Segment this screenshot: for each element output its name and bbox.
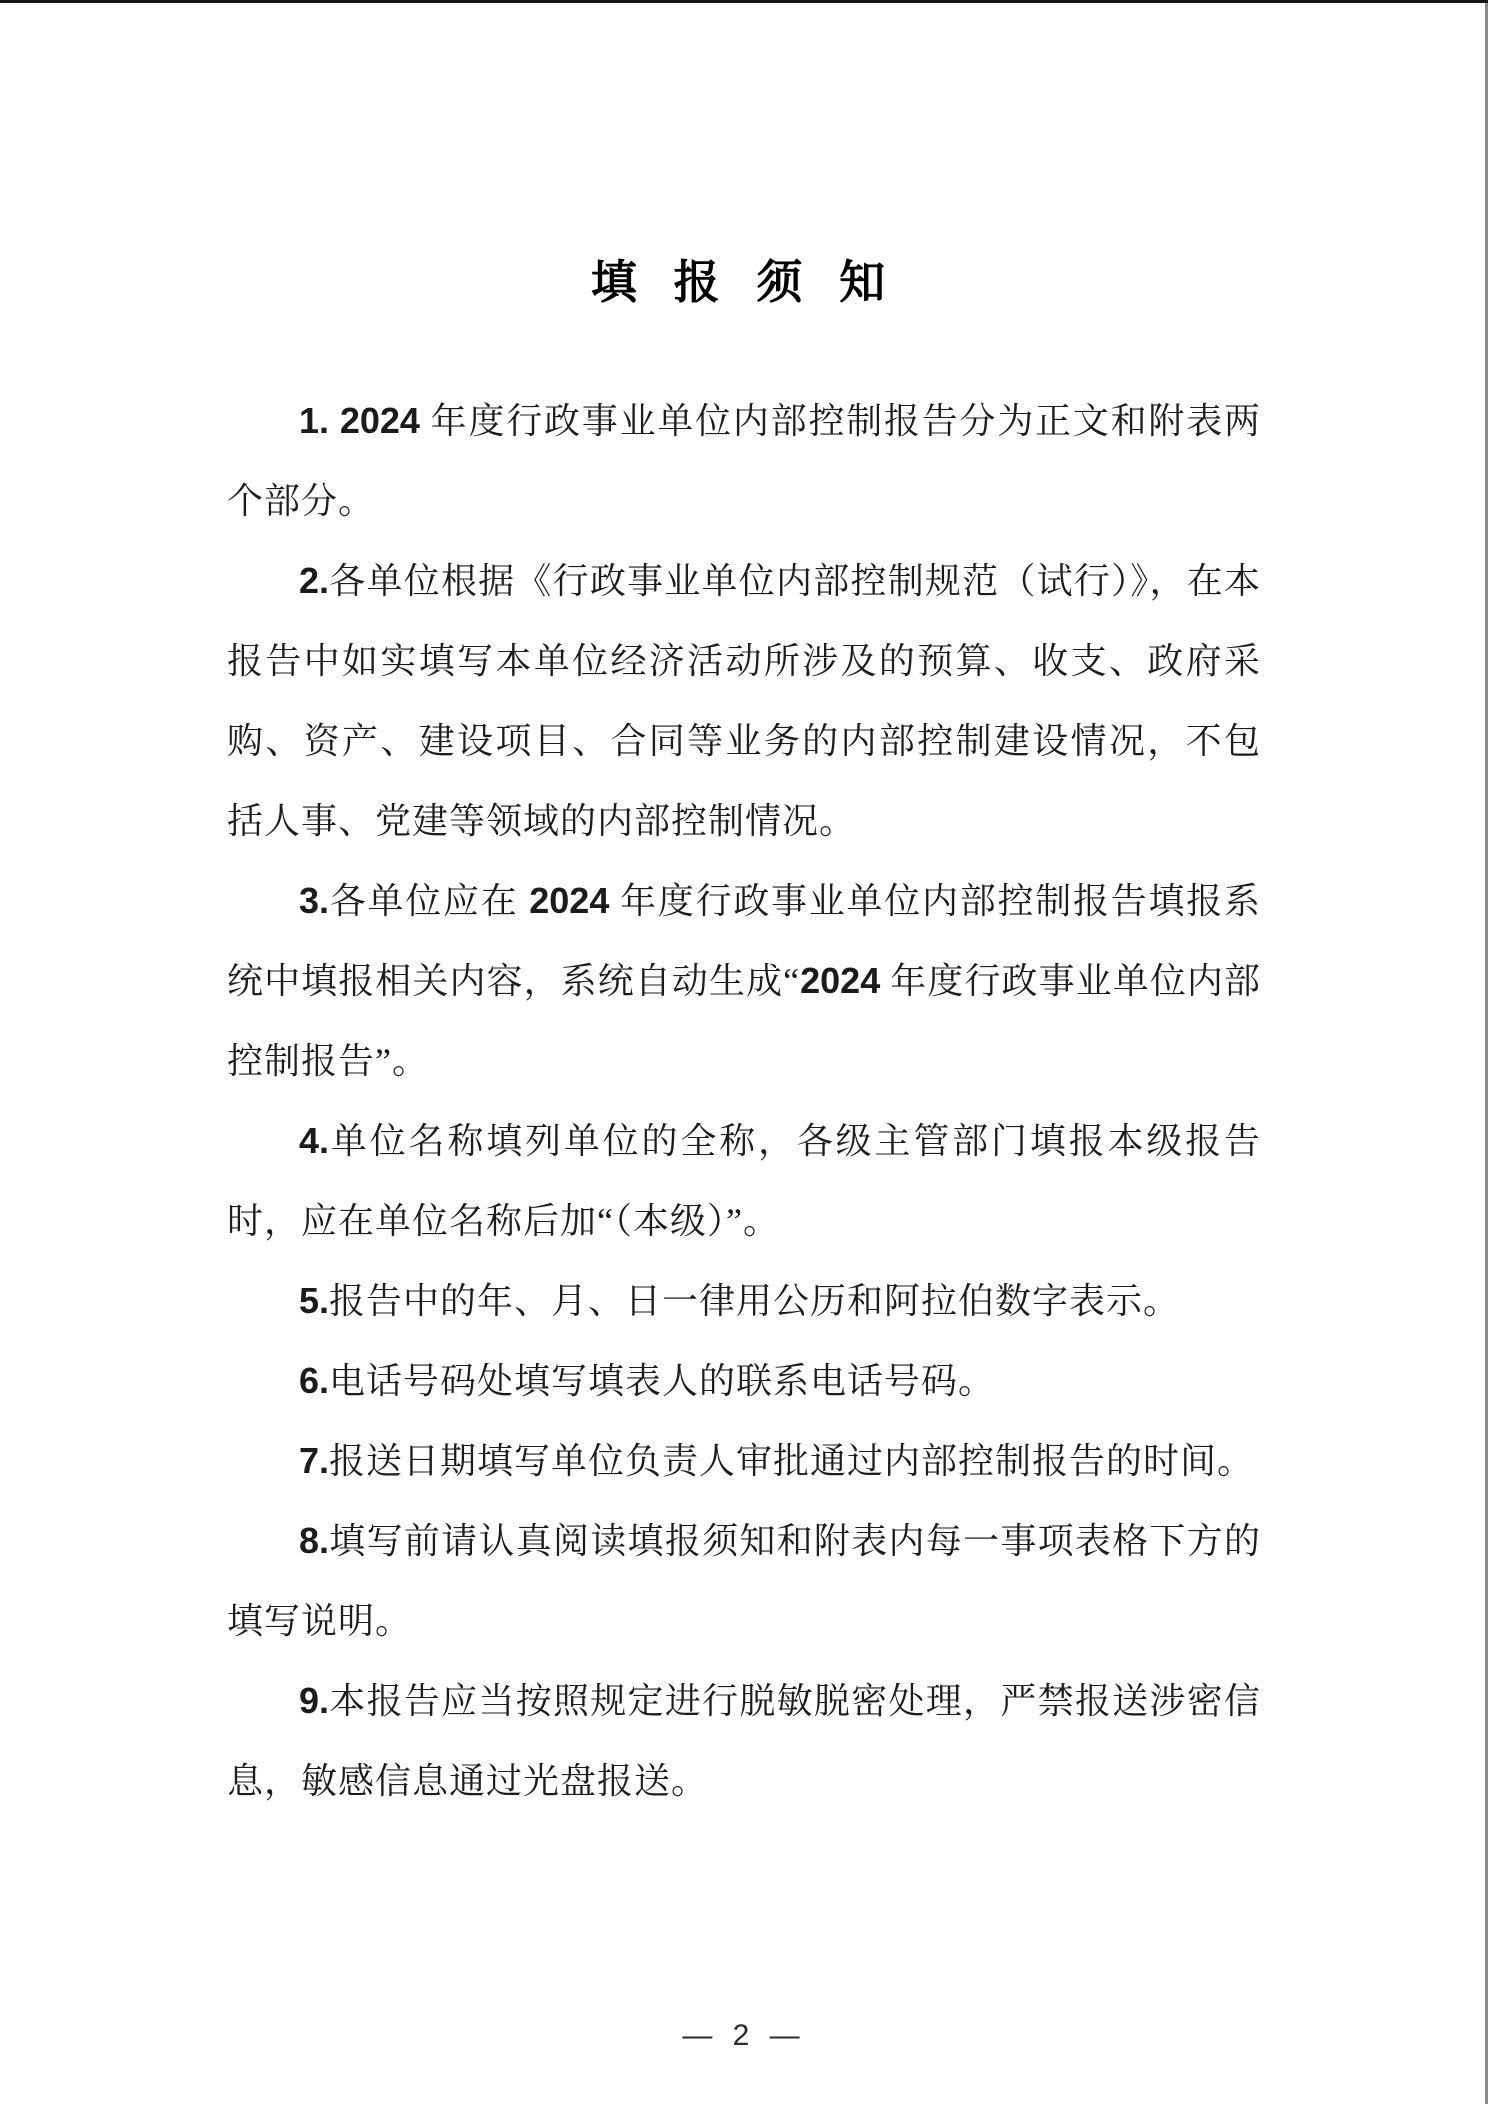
instruction-paragraph-6: 6.电话号码处填写填表人的联系电话号码。 [299, 1360, 996, 1401]
instructions-body [227, 381, 1261, 1821]
instruction-paragraph-1: 1. 2024 年度行政事业单位内部控制报告分为正文和附表两个部分。 [227, 400, 1261, 521]
instruction-paragraph-8: 8.填写前请认真阅读填报须知和附表内每一事项表格下方的填写说明。 [227, 1520, 1261, 1641]
instruction-paragraph-4: 4.单位名称填列单位的全称，各级主管部门填报本级报告时，应在单位名称后加“（本级）”。 [227, 1120, 1261, 1241]
instruction-paragraph-5: 5.报告中的年、月、日一律用公历和阿拉伯数字表示。 [299, 1280, 1181, 1321]
page-number: — 2 — [682, 2019, 806, 2052]
instruction-paragraph-2: 2.各单位根据《行政事业单位内部控制规范（试行）》，在本报告中如实填写本单位经济活动所涉及的预算、收支、政府采购、资产、建设项目、合同等业务的内部控制建设情况，不包括人事、党建等领域的内部控制情况。 [227, 560, 1261, 841]
instruction-paragraph-7: 7.报送日期填写单位负责人审批通过内部控制报告的时间。 [299, 1440, 1255, 1481]
page-title: 填 报 须 知 [590, 256, 898, 308]
instruction-paragraph-9: 9.本报告应当按照规定进行脱敏脱密处理，严禁报送涉密信息，敏感信息通过光盘报送。 [227, 1680, 1261, 1801]
instruction-paragraph-3: 3.各单位应在 2024 年度行政事业单位内部控制报告填报系统中填报相关内容，系统自动生成“2024 年度行政事业单位内部控制报告”。 [227, 880, 1261, 1081]
